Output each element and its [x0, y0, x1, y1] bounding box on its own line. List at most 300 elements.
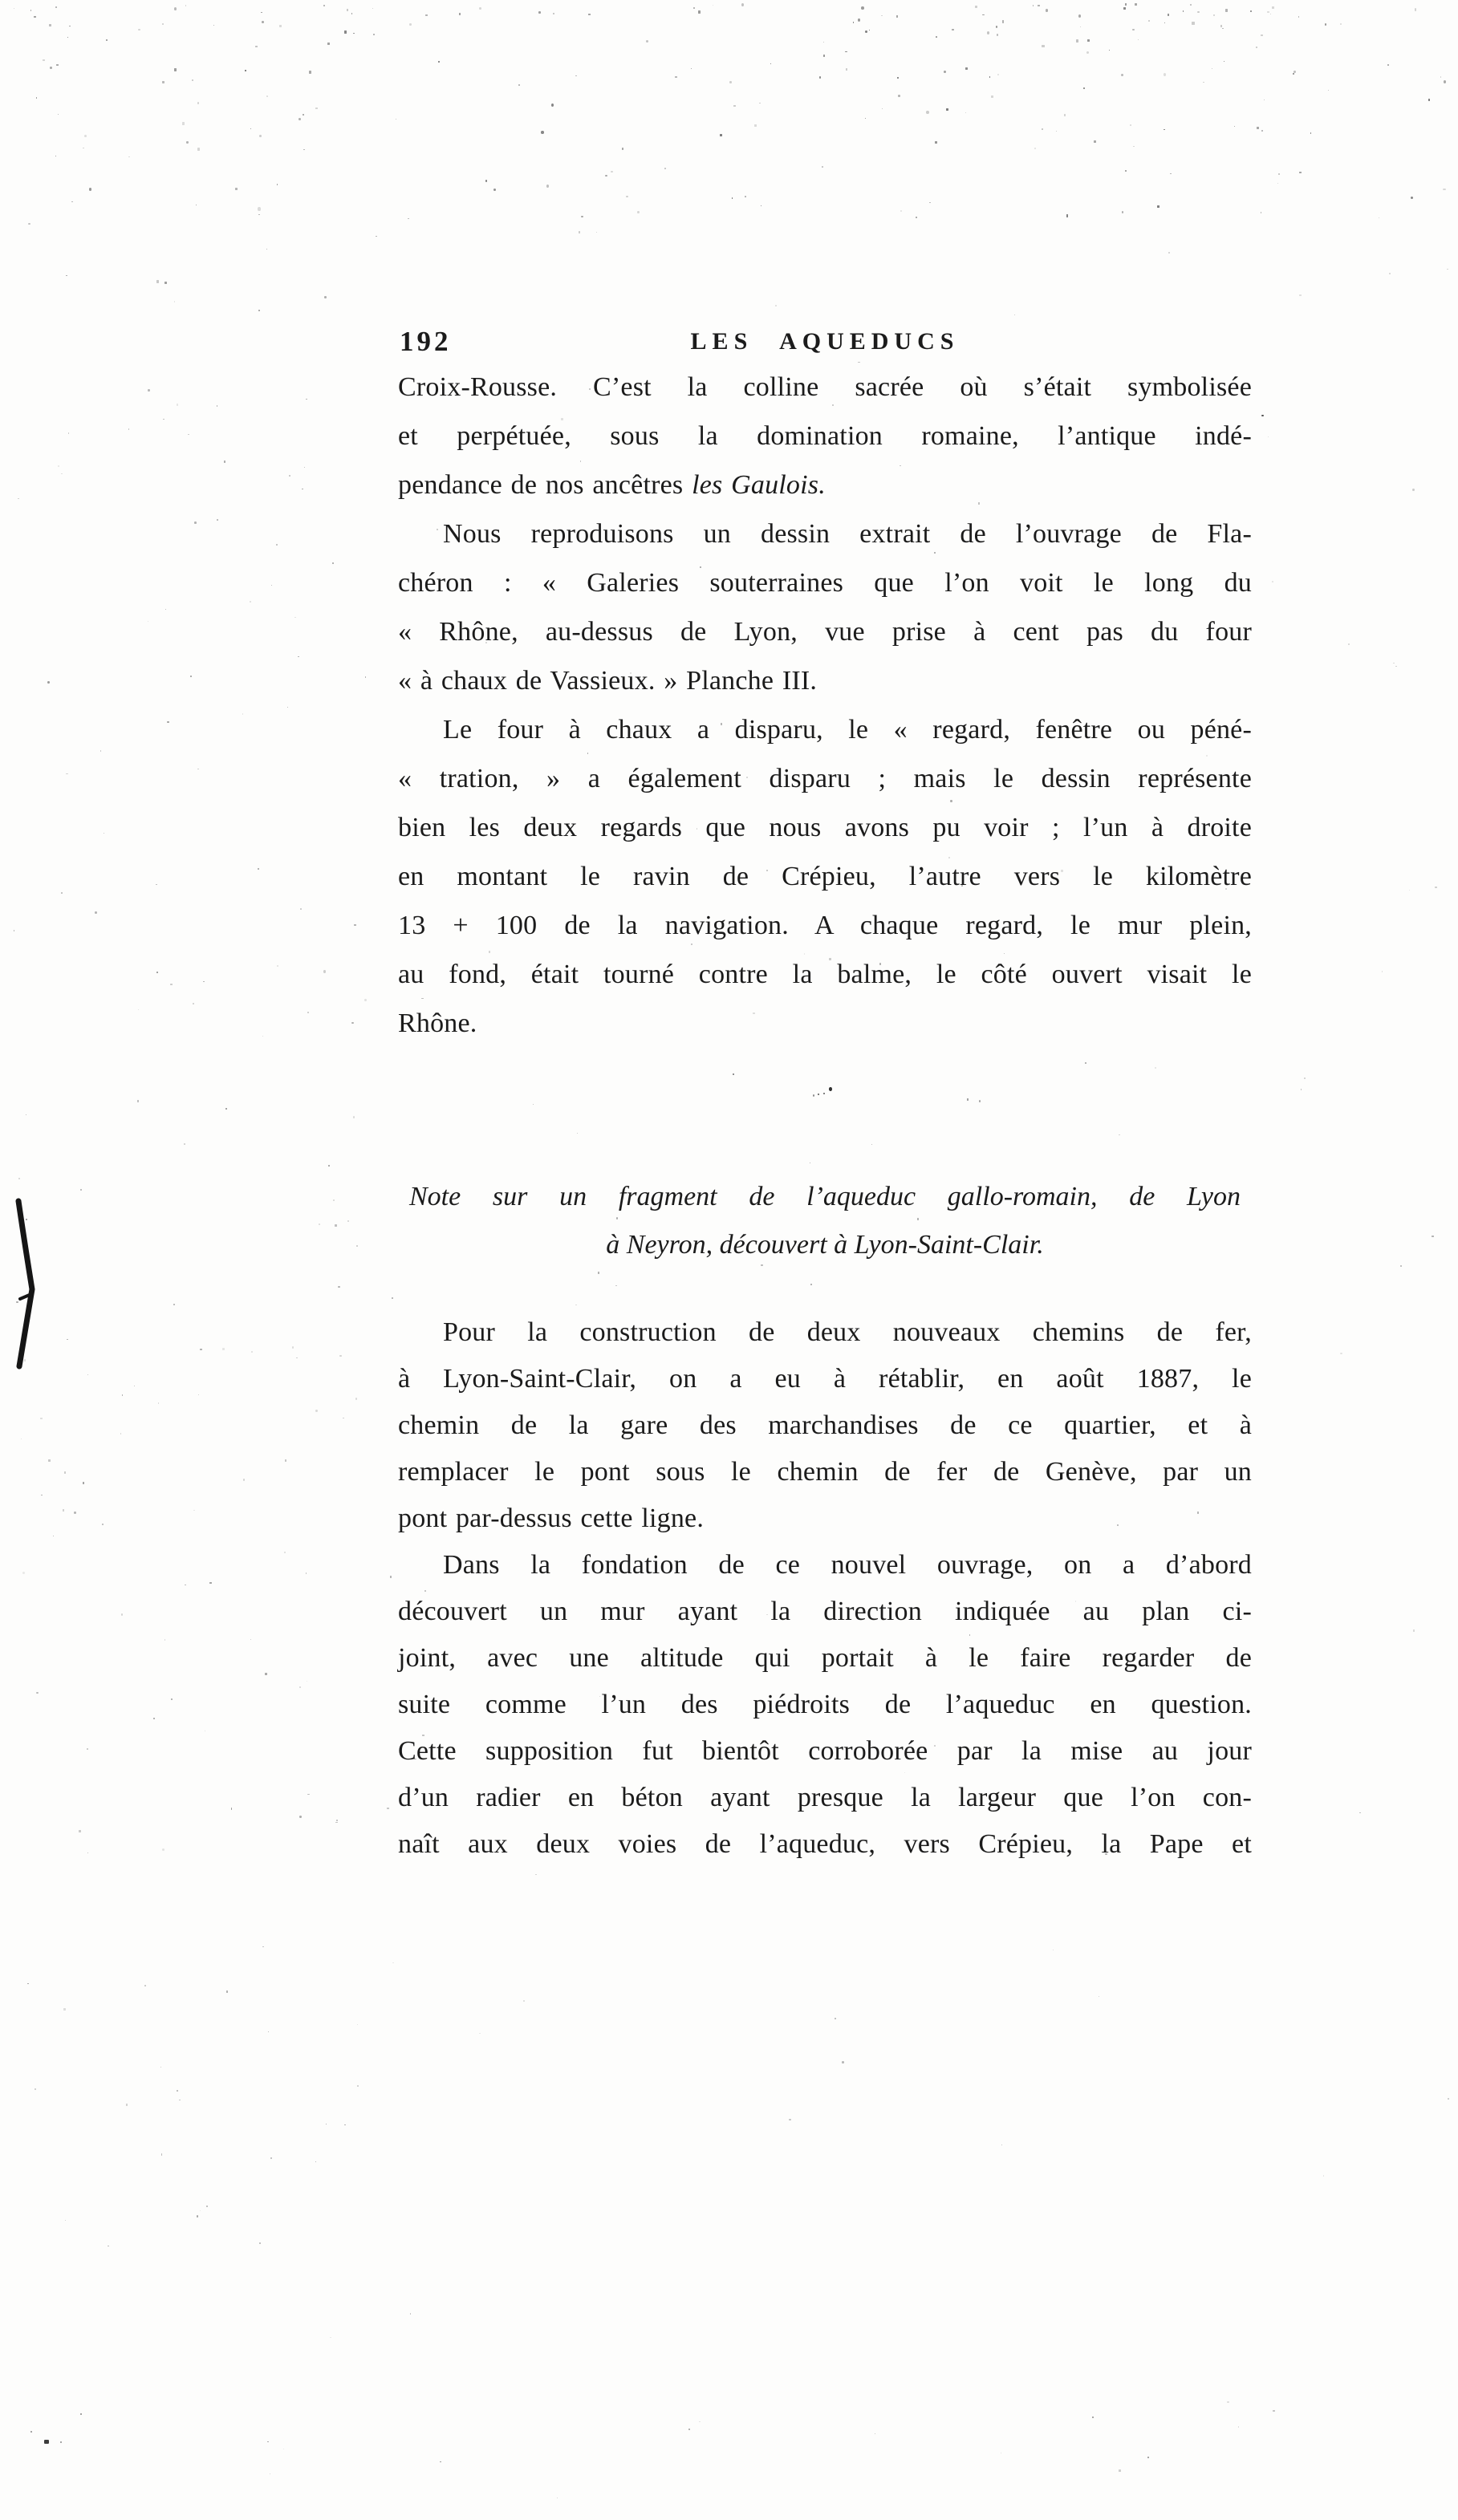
scan-speckle: [58, 114, 59, 115]
scan-speckle: [156, 972, 158, 974]
scan-speckle: [347, 1220, 349, 1222]
scan-speckle: [1076, 39, 1078, 43]
scan-speckle: [245, 70, 246, 71]
scan-speckle: [138, 29, 140, 30]
scan-speckle: [1323, 2175, 1325, 2177]
scan-speckle: [916, 217, 917, 218]
scan-speckle: [106, 39, 108, 40]
scan-speckle: [577, 1133, 578, 1134]
scan-speckle: [300, 908, 302, 910]
text-line: joint, avec une altitude qui portait à le faire regarder de: [398, 1643, 1252, 1673]
scan-speckle: [137, 1100, 139, 1102]
scan-speckle: [271, 585, 272, 586]
scan-speckle: [1168, 14, 1170, 15]
text-line: naît aux deux voies de l’aqueduc, vers Crépieu, la Pape et: [398, 1829, 1252, 1859]
scan-speckle: [170, 984, 172, 986]
scan-speckle: [822, 166, 823, 168]
scan-speckle: [324, 296, 327, 298]
scan-speckle: [268, 2031, 269, 2032]
scan-speckle: [27, 1983, 29, 1985]
scan-speckle: [162, 81, 164, 84]
scan-speckle: [357, 2024, 359, 2025]
scan-speckle: [95, 911, 97, 914]
scan-speckle: [829, 1087, 832, 1091]
scan-speckle: [44, 2440, 49, 2444]
scan-speckle: [741, 3, 744, 6]
scan-speckle: [35, 2088, 36, 2090]
scan-speckle: [1094, 140, 1096, 143]
scan-speckle: [1135, 3, 1137, 6]
scan-speckle: [1064, 114, 1066, 116]
scan-speckle: [43, 59, 44, 61]
text-line: remplacer le pont sous le chemin de fer de Genève, par un: [398, 1457, 1252, 1487]
scan-speckle: [198, 1394, 199, 1395]
scan-speckle: [242, 713, 244, 714]
scan-speckle: [251, 1351, 253, 1353]
scan-speckle: [1267, 11, 1269, 13]
scan-speckle: [1268, 436, 1269, 437]
scan-speckle: [184, 1143, 185, 1145]
text-line: 13 + 100 de la navigation. A chaque regard, le mur plein,: [398, 911, 1252, 940]
scan-speckle: [336, 1820, 338, 1822]
scan-speckle: [284, 1552, 286, 1553]
scan-speckle: [213, 25, 214, 26]
scan-speckle: [65, 2220, 66, 2221]
scan-speckle: [1443, 189, 1445, 190]
scan-speckle: [1448, 2098, 1450, 2100]
scan-speckle: [440, 2461, 441, 2462]
scan-speckle: [335, 1224, 336, 1227]
scan-speckle: [36, 97, 37, 98]
scan-speckle: [339, 1355, 341, 1357]
scan-speckle: [276, 544, 278, 546]
scan-speckle: [1250, 10, 1252, 12]
text-line: et perpétuée, sous la domination romaine, l’antique indé-: [398, 421, 1252, 451]
scan-speckle: [929, 202, 931, 203]
scan-speckle: [235, 188, 238, 190]
text-line: [398, 461, 1252, 509]
scan-speckle: [190, 676, 192, 677]
scan-speckle: [733, 1073, 734, 1075]
scan-speckle: [68, 432, 69, 434]
scan-speckle: [279, 25, 282, 28]
scan-speckle: [138, 1009, 139, 1010]
scan-speckle: [164, 282, 166, 284]
scan-speckle: [194, 521, 196, 524]
scan-speckle: [122, 1394, 123, 1395]
scan-speckle: [1382, 971, 1383, 972]
scan-speckle: [49, 24, 51, 26]
scan-speckle: [261, 12, 262, 13]
scan-speckle: [87, 1374, 88, 1375]
scan-speckle: [203, 981, 204, 982]
scan-speckle: [1261, 415, 1264, 416]
scan-speckle: [148, 389, 150, 392]
scan-speckle: [156, 280, 159, 283]
scan-speckle: [226, 1990, 228, 1993]
scan-speckle: [266, 249, 267, 250]
scan-speckle: [546, 185, 549, 188]
scan-speckle: [754, 124, 757, 127]
scan-speckle: [61, 892, 63, 894]
scan-speckle: [1278, 173, 1279, 175]
scan-speckle: [1238, 2426, 1240, 2427]
scan-speckle: [952, 29, 954, 30]
scan-speckle: [30, 2431, 32, 2433]
scan-speckle: [1085, 1062, 1086, 1064]
scan-speckle: [231, 1808, 233, 1809]
scan-speckle: [177, 404, 179, 406]
scan-speckle: [258, 214, 259, 215]
scan-speckle: [1042, 45, 1044, 47]
scan-speckle: [438, 61, 441, 63]
scan-speckle: [991, 95, 993, 98]
scan-speckle: [646, 40, 648, 43]
scan-speckle: [128, 428, 130, 430]
scan-speckle: [104, 833, 105, 834]
scan-speckle: [858, 18, 860, 22]
scan-speckle: [675, 76, 677, 78]
scan-speckle: [177, 2090, 178, 2092]
scan-speckle: [813, 1094, 814, 1097]
scan-speckle: [996, 26, 997, 28]
scan-speckle: [347, 9, 348, 11]
scan-speckle: [344, 2124, 346, 2126]
scan-speckle: [588, 14, 590, 15]
scan-speckle: [1164, 22, 1165, 23]
scan-speckle: [946, 108, 948, 111]
scan-speckle: [222, 1348, 225, 1350]
scan-speckle: [158, 1402, 159, 1404]
text-line: suite comme l’un des piédroits de l’aqueduc en question.: [398, 1690, 1252, 1719]
scan-speckle: [267, 2441, 269, 2442]
scan-speckle: [898, 95, 900, 97]
scan-speckle: [164, 1639, 166, 1641]
scan-speckle: [55, 156, 57, 157]
scan-speckle: [277, 184, 278, 185]
scan-speckle: [351, 1022, 353, 1024]
scan-speckle: [598, 1272, 599, 1274]
scan-speckle: [989, 76, 990, 77]
scan-speckle: [87, 1748, 89, 1750]
scan-speckle: [63, 2008, 66, 2011]
scan-speckle: [1002, 20, 1005, 23]
scan-speckle: [1435, 887, 1436, 888]
scan-speckle: [28, 223, 30, 225]
scan-speckle: [926, 111, 928, 114]
scan-speckle: [323, 5, 325, 6]
scan-speckle: [84, 135, 86, 137]
scan-speckle: [493, 189, 496, 192]
scan-speckle: [1325, 23, 1327, 26]
scan-speckle: [67, 37, 68, 38]
scan-speckle: [22, 1572, 25, 1574]
scan-speckle: [258, 310, 260, 311]
scan-speckle: [289, 475, 290, 477]
scan-speckle: [1340, 1353, 1342, 1354]
scan-speckle: [518, 84, 520, 86]
scan-speckle: [1125, 3, 1127, 6]
scan-speckle: [294, 617, 296, 618]
scan-speckle: [605, 175, 607, 177]
scan-speckle: [30, 10, 31, 11]
scan-speckle: [1299, 172, 1302, 173]
scan-speckle: [871, 1144, 872, 1145]
scan-speckle: [1400, 1265, 1402, 1267]
scan-speckle: [277, 965, 278, 967]
scan-speckle: [392, 1297, 393, 1299]
scan-speckle: [255, 46, 258, 47]
scan-speckle: [162, 23, 164, 25]
scan-speckle: [197, 102, 199, 104]
scan-speckle: [842, 2061, 844, 2063]
scan-speckle: [1301, 1089, 1302, 1090]
scan-speckle: [56, 64, 59, 66]
scan-speckle: [173, 1304, 175, 1305]
scan-speckle: [541, 131, 543, 134]
scan-speckle: [258, 868, 260, 870]
scan-speckle: [1395, 666, 1397, 667]
scan-speckle: [1066, 214, 1068, 217]
scan-speckle: [935, 141, 937, 144]
scan-speckle: [1080, 26, 1081, 27]
scan-speckle: [1304, 1077, 1306, 1079]
scan-speckle: [1086, 51, 1089, 54]
scan-speckle: [353, 33, 355, 34]
scan-speckle: [408, 218, 409, 219]
scan-speckle: [1213, 14, 1214, 15]
scan-speckle: [982, 14, 984, 15]
scan-speckle: [171, 1698, 173, 1700]
scan-speckle: [581, 216, 583, 218]
scan-speckle: [535, 1874, 537, 1875]
scan-speckle: [1122, 211, 1123, 213]
scan-speckle: [1261, 34, 1263, 37]
scan-speckle: [1157, 205, 1159, 208]
scan-speckle: [193, 1510, 195, 1511]
scan-speckle: [823, 42, 824, 43]
text-line: chemin de la gare des marchandises de ce quartier, et à: [398, 1410, 1252, 1440]
scan-speckle: [64, 1471, 66, 1474]
scan-speckle: [1261, 130, 1263, 132]
scan-speckle: [1190, 4, 1192, 6]
scan-speckle: [87, 1852, 88, 1853]
scan-speckle: [1132, 29, 1134, 31]
text-line: à Lyon-Saint-Clair, on a eu à rétablir, en août 1887, le: [398, 1364, 1252, 1394]
scan-speckle: [285, 1459, 286, 1462]
scan-speckle: [303, 114, 304, 116]
scan-speckle: [637, 211, 640, 214]
scan-speckle: [1412, 489, 1415, 491]
scan-speckle: [575, 75, 576, 76]
scan-speckle: [1387, 64, 1389, 67]
scan-speckle: [66, 773, 68, 775]
scan-speckle: [1192, 22, 1194, 25]
scan-speckle: [299, 1686, 301, 1688]
scan-speckle: [810, 1284, 812, 1285]
scan-speckle: [1183, 10, 1184, 11]
scan-speckle: [121, 1613, 123, 1616]
scan-speckle: [823, 1093, 825, 1094]
scan-speckle: [533, 1104, 534, 1105]
scan-speckle: [338, 1286, 340, 1288]
text-line: « Rhône, au-dessus de Lyon, vue prise à cent pas du four: [398, 617, 1252, 647]
text-segment: pendance de nos ancêtres: [398, 470, 692, 500]
scan-speckle: [296, 1357, 297, 1358]
scan-speckle: [1170, 173, 1172, 175]
scan-speckle: [997, 34, 998, 36]
note-heading-line: à Neyron, découvert à Lyon-Saint-Clair.: [606, 1230, 1044, 1260]
scan-speckle: [58, 465, 59, 468]
scan-speckle: [188, 434, 189, 436]
scan-speckle: [250, 1639, 251, 1641]
text-line: Le four à chaux a disparu, le « regard, fenêtre ou péné-: [443, 715, 1252, 745]
scan-speckle: [1220, 25, 1222, 26]
scan-speckle: [328, 1165, 330, 1167]
scan-speckle: [733, 105, 736, 108]
scan-speckle: [186, 141, 189, 143]
scan-speckle: [209, 1582, 212, 1584]
note-heading: [398, 1173, 1252, 1269]
scan-speckle: [153, 1718, 156, 1720]
text-line: « tration, » a également disparu ; mais le dessin représente: [398, 764, 1252, 793]
scan-speckle: [1056, 131, 1057, 132]
scan-speckle: [266, 95, 268, 97]
scan-speckle: [292, 1346, 294, 1348]
scan-speckle: [323, 970, 326, 973]
scan-speckle: [161, 2153, 163, 2155]
scan-speckle: [364, 999, 367, 1001]
page-number: 192: [400, 326, 452, 357]
scan-speckle: [1203, 82, 1204, 83]
scan-speckle: [1359, 1812, 1361, 1814]
scan-speckle: [307, 1794, 310, 1796]
scan-speckle: [965, 67, 968, 70]
scan-speckle: [40, 1418, 42, 1419]
scan-speckle: [818, 1094, 819, 1095]
scan-speckle: [1409, 890, 1411, 891]
scan-speckle: [351, 13, 353, 14]
scan-speckle: [1092, 2417, 1094, 2418]
scan-speckle: [1225, 9, 1228, 12]
scan-speckle: [1164, 73, 1166, 76]
scan-speckle: [365, 676, 366, 677]
scan-speckle: [1444, 80, 1446, 83]
scan-speckle: [745, 196, 747, 198]
scan-speckle: [1130, 124, 1131, 127]
scan-speckle: [729, 81, 732, 83]
scan-speckle: [579, 231, 581, 233]
scan-speckle: [197, 2215, 198, 2217]
scan-speckle: [1272, 6, 1274, 9]
scan-speckle: [258, 207, 260, 211]
scan-speckle: [162, 1848, 164, 1851]
scan-speckle: [967, 1098, 969, 1101]
scan-speckle: [1264, 99, 1265, 101]
scan-speckle: [315, 1410, 318, 1412]
scan-speckle: [74, 1512, 76, 1514]
scan-speckle: [1272, 581, 1273, 582]
scan-speckle: [100, 750, 101, 751]
scan-speckle: [192, 79, 193, 81]
scan-speckle: [206, 2206, 208, 2207]
scan-speckle: [523, 2000, 525, 2002]
scan-speckle: [1148, 20, 1150, 21]
scan-speckle: [335, 1822, 337, 1823]
scan-speckle: [965, 112, 966, 113]
scan-speckle: [1087, 39, 1090, 42]
scan-speckle: [626, 196, 628, 197]
scan-speckle: [479, 7, 481, 10]
scan-speckle: [193, 1003, 194, 1004]
scan-speckle: [409, 23, 412, 26]
scan-speckle: [775, 305, 777, 306]
scan-speckle: [36, 1692, 39, 1694]
scan-speckle: [1328, 90, 1330, 91]
scan-speckle: [835, 2018, 836, 2020]
scan-speckle: [185, 5, 186, 6]
scan-speckle: [1109, 50, 1110, 51]
scan-speckle: [128, 156, 130, 157]
scan-speckle: [224, 461, 225, 463]
page-header: [398, 323, 1252, 364]
scan-speckle: [1299, 294, 1301, 296]
scan-speckle: [823, 55, 825, 57]
scan-speckle: [861, 6, 863, 10]
scan-speckle: [611, 171, 613, 172]
scan-speckle: [1034, 148, 1036, 149]
scan-speckle: [47, 681, 50, 684]
scan-speckle: [846, 68, 847, 70]
scan-speckle: [1197, 11, 1199, 13]
scan-speckle: [1440, 76, 1441, 77]
scan-speckle: [865, 30, 867, 33]
text-section-1: [398, 363, 1252, 1048]
scan-speckle: [259, 2242, 262, 2244]
scan-speckle: [372, 8, 373, 9]
scan-speckle: [819, 76, 821, 78]
scan-speckle: [18, 498, 19, 500]
text-segment-italic: les Gaulois.: [692, 470, 826, 500]
scan-speckle: [1119, 2469, 1120, 2472]
scan-speckle: [71, 201, 73, 203]
scan-speckle: [1078, 14, 1081, 18]
scan-speckle: [307, 1012, 309, 1013]
scan-speckle: [1432, 1236, 1433, 1237]
scan-speckle: [900, 210, 902, 212]
scan-speckle: [160, 2067, 161, 2068]
scan-speckle: [48, 1459, 51, 1462]
scan-speckle: [63, 1509, 64, 1512]
text-line: au fond, était tourné contre la balme, le côté ouvert visait le: [398, 960, 1252, 989]
scan-speckle: [1389, 273, 1391, 274]
scan-speckle: [1428, 99, 1430, 100]
text-line: Croix-Rousse. C’est la colline sacrée où s’était symbolisée: [398, 372, 1252, 402]
scan-speckle: [944, 71, 946, 74]
scan-speckle: [392, 1962, 393, 1963]
scan-speckle: [997, 74, 999, 75]
scan-speckle: [1411, 197, 1413, 199]
scan-speckle: [354, 924, 356, 927]
scan-speckle: [1033, 5, 1034, 6]
text-line: Dans la fondation de ce nouvel ouvrage, on a d’abord: [443, 1550, 1252, 1580]
text-line: d’un radier en béton ayant presque la largeur que l’on con-: [398, 1783, 1252, 1812]
scan-speckle: [126, 2104, 128, 2105]
scan-speckle: [174, 7, 177, 10]
scan-speckle: [1227, 2401, 1229, 2403]
text-line: Pour la construction de deux nouveaux chemins de fer,: [443, 1317, 1252, 1347]
scan-speckle: [479, 2033, 481, 2034]
